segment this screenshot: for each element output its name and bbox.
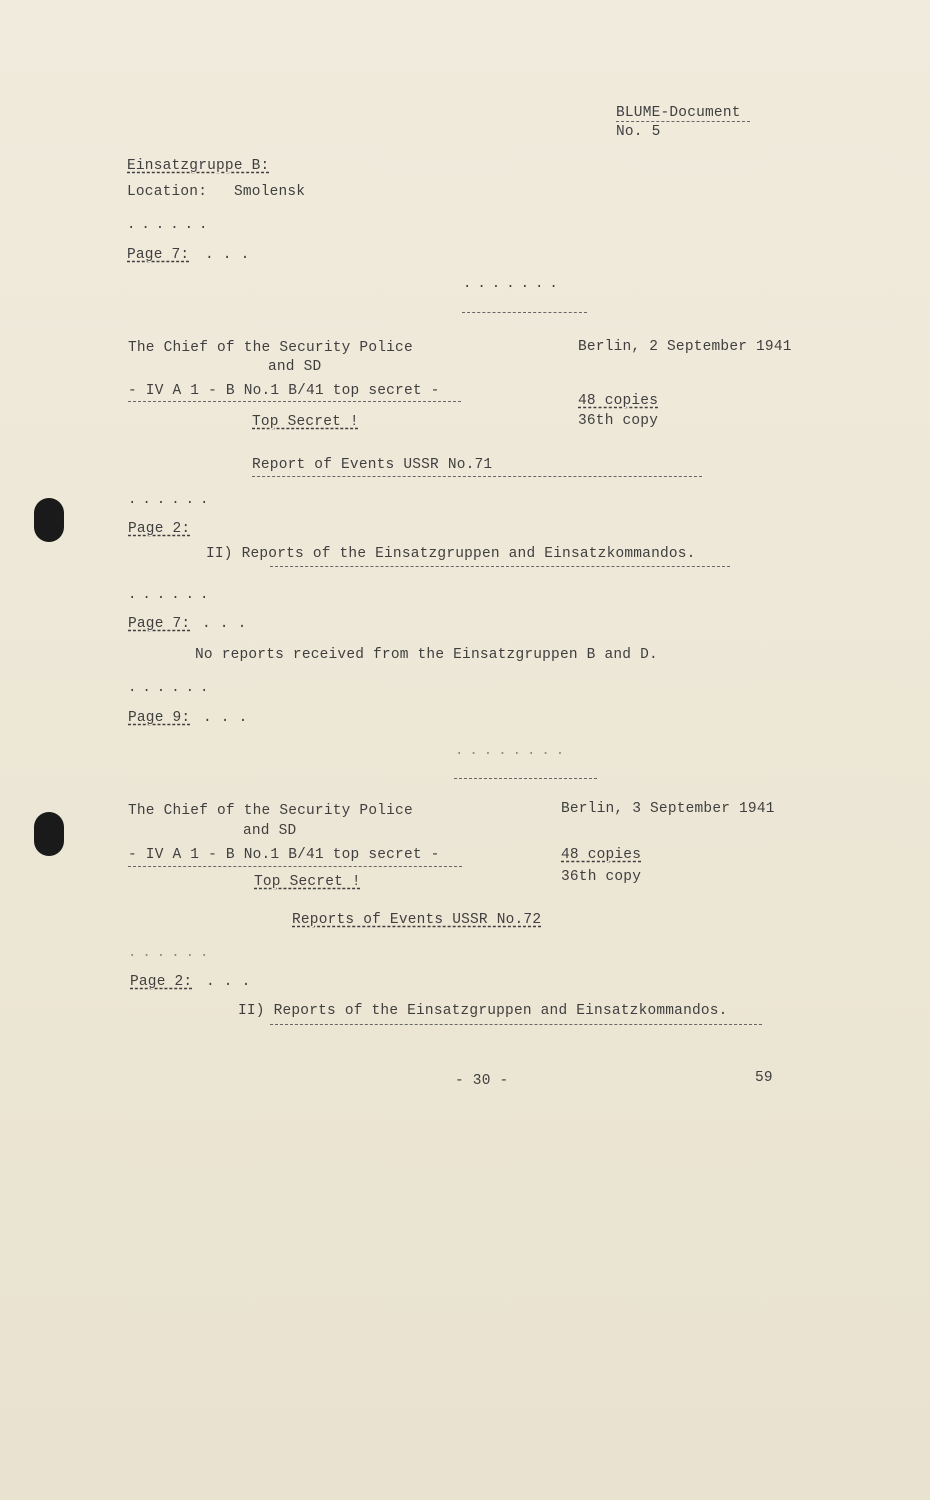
- copies-count: 48 copies: [578, 393, 659, 409]
- section-heading-rule: [270, 566, 730, 567]
- sender-line-1: The Chief of the Security Police: [128, 803, 413, 819]
- sender-line-1: The Chief of the Security Police: [128, 340, 413, 356]
- page-reference-dots: . . .: [206, 974, 251, 990]
- page-reference: Page 7:: [127, 247, 190, 263]
- classification: Top Secret !: [252, 414, 359, 430]
- copy-number: 36th copy: [578, 413, 659, 429]
- punch-hole-top: [34, 498, 64, 542]
- omission-dots: ......: [127, 217, 214, 233]
- page-reference: Page 9:: [128, 710, 191, 726]
- section-separator-rule: [454, 778, 597, 779]
- place-date: Berlin, 2 September 1941: [578, 339, 792, 355]
- copy-number: 36th copy: [561, 869, 642, 885]
- location-value: Smolensk: [234, 184, 306, 200]
- section-heading-rule: [270, 1024, 762, 1025]
- page-reference: Page 2:: [130, 974, 193, 990]
- location-label: Location:: [127, 184, 208, 200]
- page-reference-dots: . . .: [202, 616, 247, 632]
- section-separator-rule: [462, 312, 587, 313]
- sender-line-2: and SD: [243, 823, 297, 839]
- page-number-center: - 30 -: [455, 1073, 509, 1089]
- classification: Top Secret !: [254, 874, 361, 890]
- document-label: BLUME-Document: [616, 105, 741, 121]
- no-reports-note: No reports received from the Einsatzgruppen B and D.: [195, 647, 658, 663]
- section-separator-dots: ........: [455, 743, 571, 759]
- place-date: Berlin, 3 September 1941: [561, 801, 775, 817]
- punch-hole-bottom: [34, 812, 64, 856]
- omission-dots: ......: [128, 680, 215, 696]
- section-separator-dots: .......: [463, 276, 564, 292]
- file-reference: - IV A 1 - B No.1 B/41 top secret -: [128, 383, 440, 399]
- file-reference-rule: [128, 401, 461, 402]
- file-reference: - IV A 1 - B No.1 B/41 top secret -: [128, 847, 440, 863]
- page-number-right: 59: [755, 1070, 773, 1086]
- document-number: No. 5: [616, 124, 661, 140]
- page-reference: Page 7:: [128, 616, 191, 632]
- page-reference-dots: . . .: [203, 710, 248, 726]
- omission-dots: ......: [128, 587, 215, 603]
- report-title-rule: [252, 476, 702, 477]
- report-title: Reports of Events USSR No.72: [292, 912, 542, 928]
- page-reference: Page 2:: [128, 521, 191, 537]
- section-heading: II) Reports of the Einsatzgruppen and Einsatzkommandos.: [238, 1003, 728, 1019]
- report-title: Report of Events USSR No.71: [252, 457, 493, 473]
- sender-line-2: and SD: [268, 359, 322, 375]
- section-heading: II) Reports of the Einsatzgruppen and Einsatzkommandos.: [206, 546, 696, 562]
- omission-dots: ......: [128, 945, 215, 961]
- page-reference-dots: . . .: [205, 247, 250, 263]
- file-reference-rule: [128, 866, 462, 867]
- omission-dots: ......: [128, 492, 215, 508]
- document-label-rule: [616, 121, 750, 122]
- copies-count: 48 copies: [561, 847, 642, 863]
- group-heading: Einsatzgruppe B:: [127, 158, 270, 174]
